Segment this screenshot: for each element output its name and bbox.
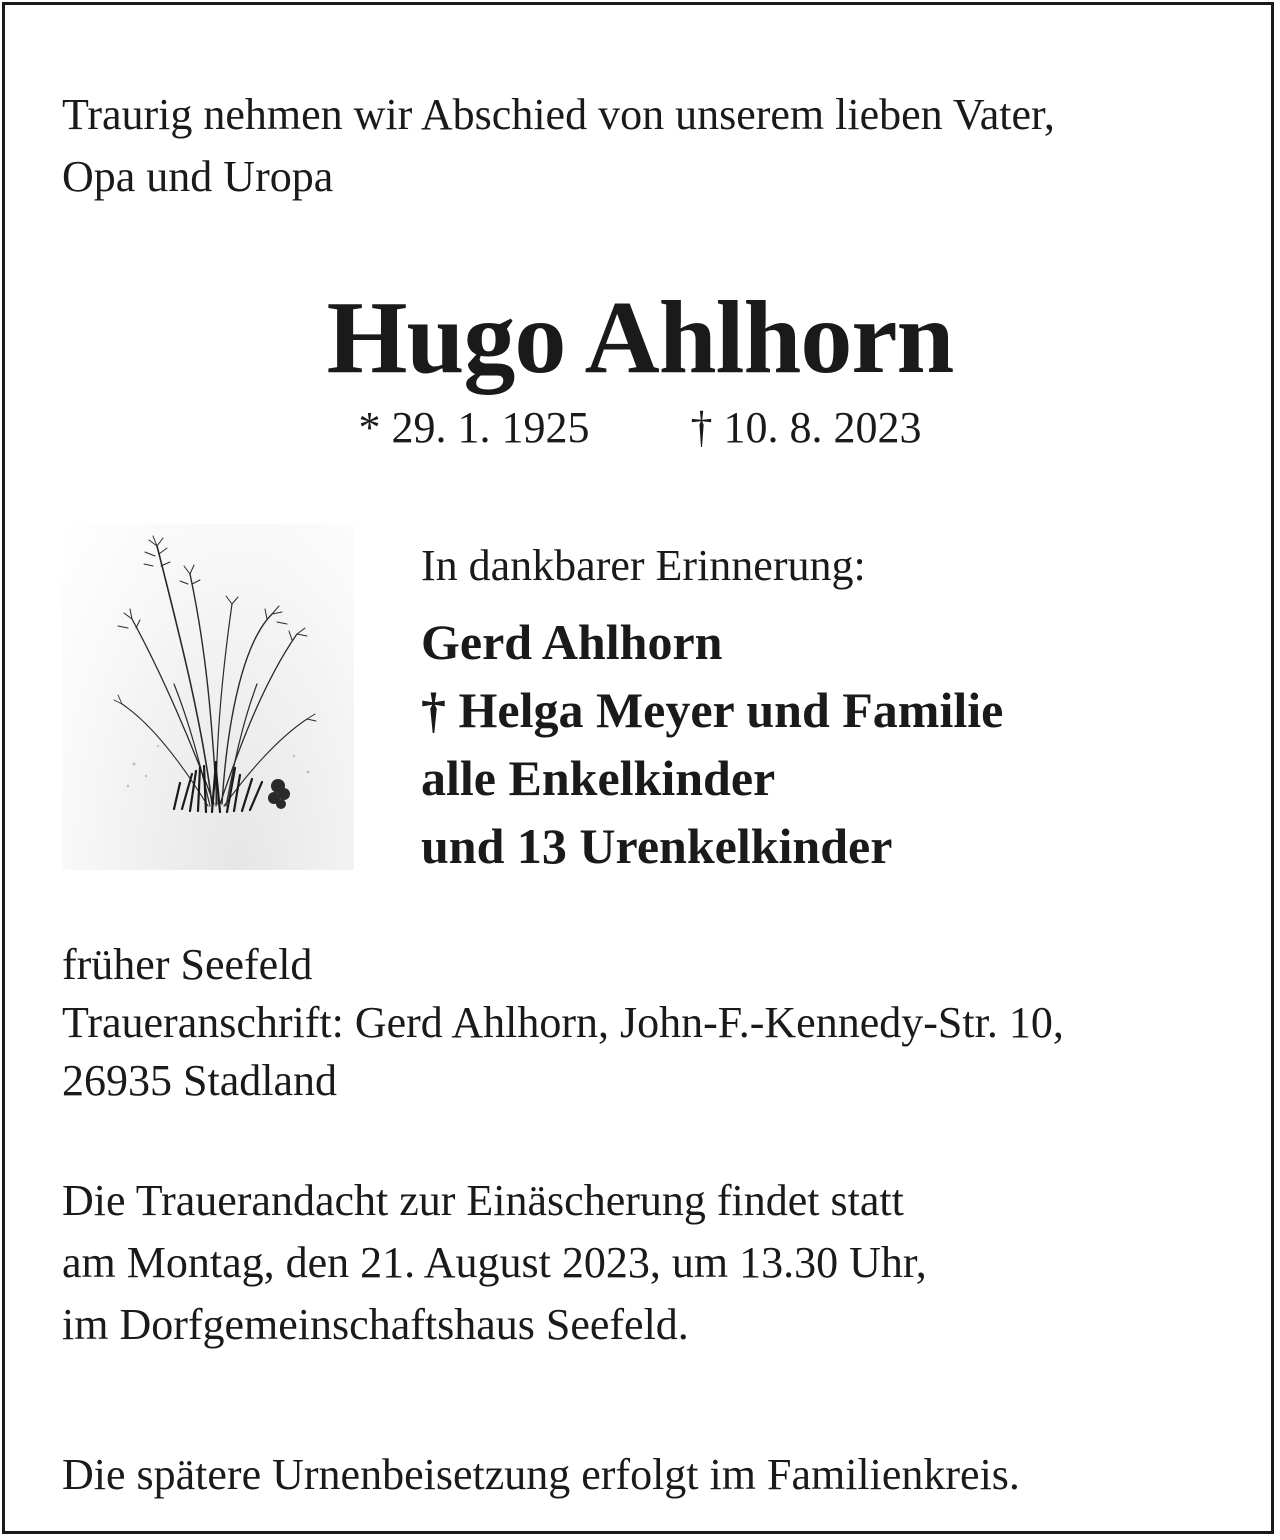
ceremony-info (62, 1170, 1242, 1356)
death-date: † 10. 8. 2023 (690, 403, 922, 452)
birth-date: * 29. 1. 1925 (358, 403, 590, 452)
remembrance-intro: In dankbarer Erinnerung: (421, 541, 866, 590)
former-residence: früher Seefeld (62, 940, 313, 989)
deceased-name: Hugo Ahlhorn (326, 280, 954, 395)
mourner-helga-meyer-family: † Helga Meyer und Familie (421, 682, 1004, 738)
remembrance-section (421, 536, 1241, 880)
burial-note: Die spätere Urnenbeisetzung erfolgt im Familienkreis. (62, 1450, 1020, 1499)
ceremony-line-2: am Montag, den 21. August 2023, um 13.30 Uhr, (62, 1238, 927, 1287)
mourning-address (62, 936, 1242, 1110)
intro-line-1: Traurig nehmen wir Abschied von unserem lieben Vater, (62, 90, 1055, 139)
address-line-2: 26935 Stadland (62, 1056, 337, 1105)
mourner-gerd-ahlhorn: Gerd Ahlhorn (421, 614, 723, 670)
intro-line-2: Opa und Uropa (62, 152, 334, 201)
address-line-1: Traueranschrift: Gerd Ahlhorn, John-F.-Kennedy-Str. 10, (62, 998, 1064, 1047)
mourner-great-grandchildren: und 13 Urenkelkinder (421, 818, 893, 874)
ceremony-line-1: Die Trauerandacht zur Einäscherung findet statt (62, 1176, 904, 1225)
life-dates (0, 398, 1280, 458)
intro-text (62, 84, 1242, 208)
mourners-list (421, 608, 1241, 880)
ceremony-line-3: im Dorfgemeinschaftshaus Seefeld. (62, 1300, 689, 1349)
mourner-grandchildren: alle Enkelkinder (421, 750, 776, 806)
grass-tuft-icon (62, 524, 354, 870)
